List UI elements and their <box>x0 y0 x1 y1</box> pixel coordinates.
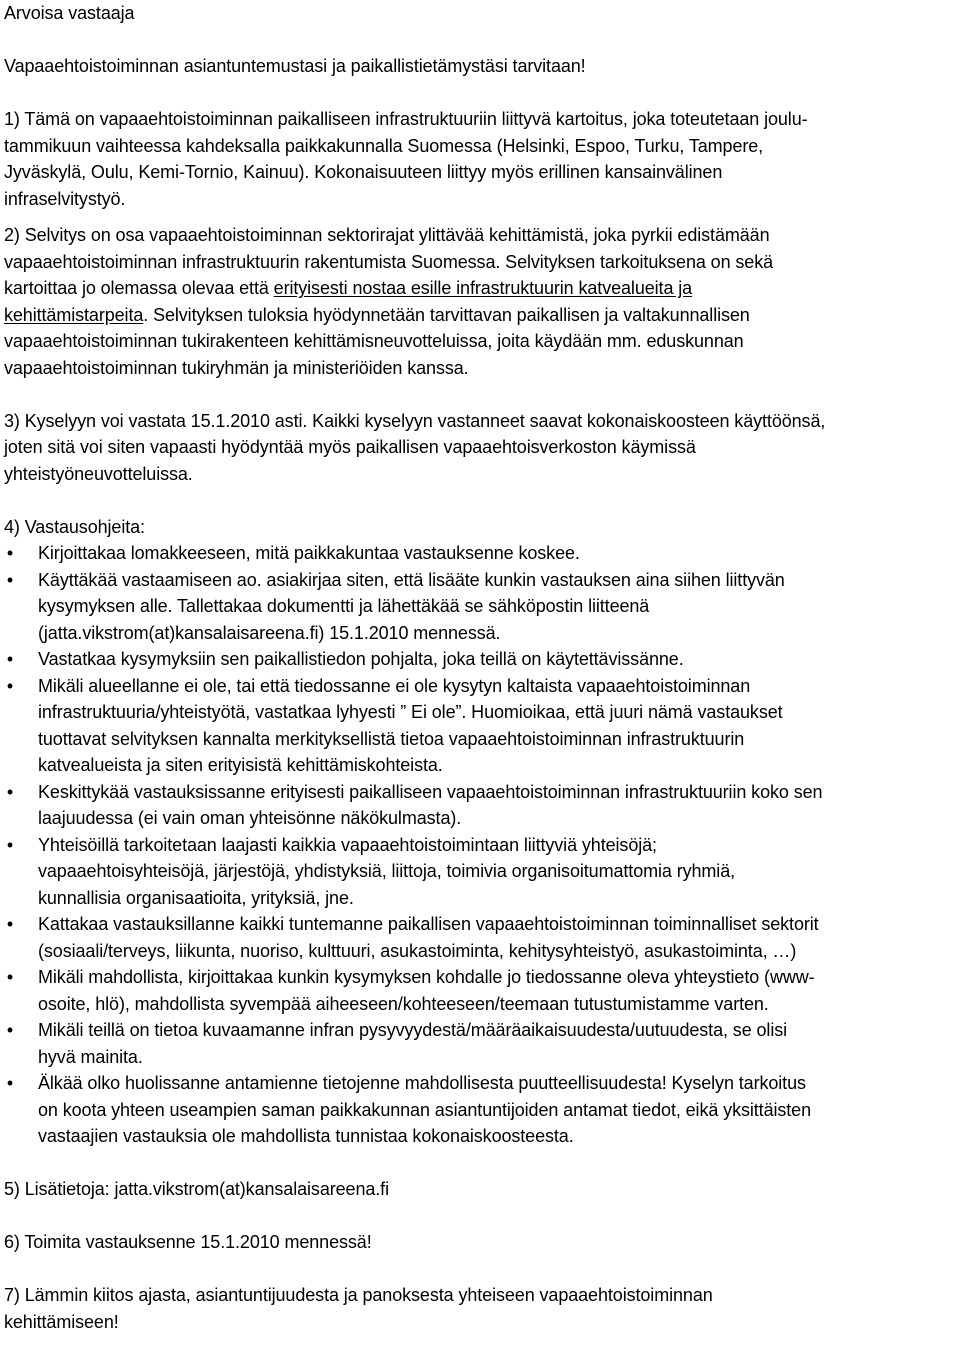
list-item-line: Älkää olko huolissanne antamienne tietojenne mahdollisesta puutteellisuudesta! Kyselyn tarkoitus <box>38 1073 806 1093</box>
bullet-icon: • <box>6 1020 14 1040</box>
list-item-line: laajuudessa (ei vain oman yhteisönne näkökulmasta). <box>38 808 462 828</box>
list-item-line: (sosiaali/terveys, liikunta, nuoriso, kulttuuri, asukastoiminta, kehitysyhteistyö, asukastoiminta, …) <box>38 940 797 961</box>
list-item-line: Mikäli mahdollista, kirjoittakaa kunkin kysymyksen kohdalle jo tiedossanne oleva yhteystieto (www- <box>38 967 815 987</box>
spacer <box>4 1203 956 1230</box>
list-item-line: vastaajien vastauksia ole mahdollista tunnistaa kokonaiskoosteesta. <box>38 1126 574 1146</box>
bullet-icon: • <box>6 834 14 855</box>
list-item-line: Mikäli teillä on tietoa kuvaamanne infran pysyvyydestä/määräaikaisuudesta/uutuudesta, se olisi <box>38 1020 788 1040</box>
list-item-line: infrastruktuuria/yhteistyötä, vastatkaa lyhyesti ” Ei ole”. Huomioikaa, että juuri nämä vastaukset <box>38 702 783 722</box>
list-item-line: Käyttäkää vastaamiseen ao. asiakirjaa siten, että lisääte kunkin vastauksen aina siihen liittyvän <box>38 569 785 590</box>
bullet-icon: • <box>6 781 14 802</box>
spacer <box>4 80 956 107</box>
section-4 <box>4 514 956 1150</box>
section-3-line: joten sitä voi siten vapaasti hyödyntää myös paikallisen vapaaehtoisverkoston käymissä <box>4 437 696 457</box>
bullet-icon: • <box>6 914 14 934</box>
document-page <box>4 0 956 1335</box>
section-1-line: 1) Tämä on vapaaehtoistoiminnan paikalliseen infrastruktuuriin liittyvä kartoitus, joka toteutetaan joulu- <box>4 109 808 129</box>
intro-text: Vapaaehtoistoiminnan asiantuntemustasi ja paikallistietämystäsi tarvitaan! <box>4 56 586 76</box>
list-item <box>4 1017 956 1070</box>
bullet-icon: • <box>6 543 14 563</box>
spacer <box>4 381 956 408</box>
list-item-line: Vastatkaa kysymyksiin sen paikallistiedon pohjalta, joka teillä on käytettävissänne. <box>38 649 684 669</box>
list-item <box>4 832 956 912</box>
spacer <box>4 212 956 222</box>
section-3 <box>4 408 956 488</box>
section-2-line <box>4 275 956 302</box>
list-item-line: tuottavat selvityksen kannalta merkityksellistä tietoa vapaaehtoistoiminnan infrastruktuurin <box>38 728 745 749</box>
spacer <box>4 487 956 514</box>
list-item-line: kysymyksen alle. Tallettakaa dokumentti ja lähettäkää se sähköpostin liitteenä <box>38 596 650 616</box>
section-2 <box>4 222 956 381</box>
section-5-contact: 5) Lisätietoja: jatta.vikstrom(at)kansalaisareena.fi <box>4 1179 389 1199</box>
bullet-icon: • <box>6 675 14 696</box>
list-item-line: kunnallisia organisaatioita, yrityksiä, jne. <box>38 887 354 908</box>
section-3-line: 3) Kyselyyn voi vastata 15.1.2010 asti. Kaikki kyselyyn vastanneet saavat kokonaiskoosteen käyttöönsä, <box>4 410 826 431</box>
bullet-icon: • <box>6 649 14 669</box>
bullet-icon: • <box>6 569 14 590</box>
list-item-line: Kattakaa vastauksillanne kaikki tuntemanne paikallisen vapaaehtoistoiminnan toiminnalliset sektorit <box>38 914 819 934</box>
section-2-line: vapaaehtoistoiminnan tukiryhmän ja ministeriöiden kanssa. <box>4 357 469 378</box>
list-item-line: Mikäli alueellanne ei ole, tai että tiedossanne ei ole kysytyn kaltaista vapaaehtoistoiminnan <box>38 675 751 696</box>
bullet-icon: • <box>6 1073 14 1093</box>
section-4-heading: 4) Vastausohjeita: <box>4 516 145 537</box>
instruction-list <box>4 540 956 1150</box>
section-2-line: 2) Selvitys on osa vapaaehtoistoiminnan sektorirajat ylittävää kehittämistä, joka pyrkii edistämään <box>4 225 770 245</box>
section-6-deadline: 6) Toimita vastauksenne 15.1.2010 mennessä! <box>4 1232 372 1252</box>
list-item <box>4 911 956 964</box>
section-2-line <box>4 302 956 329</box>
list-item-line: hyvä mainita. <box>38 1046 143 1067</box>
list-item-line: osoite, hlö), mahdollista syvempää aiheeseen/kohteeseen/teemaan tutustumistamme varten. <box>38 993 769 1014</box>
section-2-underlined-text: erityisesti nostaa esille infrastruktuurin katvealueita ja <box>273 278 693 298</box>
section-7-line: kehittämiseen! <box>4 1311 119 1332</box>
list-item <box>4 540 956 567</box>
list-item <box>4 779 956 832</box>
section-1-line: infraselvitystyö. <box>4 188 126 209</box>
list-item <box>4 646 956 673</box>
list-item-line: katvealueista ja siten erityisistä kehittämiskohteista. <box>38 755 443 775</box>
list-item-line: Yhteisöillä tarkoitetaan laajasti kaikkia vapaaehtoistoimintaan liittyviä yhteisöjä; <box>38 834 657 855</box>
list-item-line: (jatta.vikstrom(at)kansalaisareena.fi) 15.1.2010 mennessä. <box>38 622 501 643</box>
spacer <box>4 1256 956 1283</box>
section-7 <box>4 1282 956 1335</box>
list-item <box>4 964 956 1017</box>
list-item <box>4 567 956 647</box>
list-item-line: on koota yhteen useampien saman paikkakunnan asiantuntijoiden antamat tiedot, eikä yksittäisten <box>38 1099 811 1120</box>
section-2-line: vapaaehtoistoiminnan tukirakenteen kehittämisneuvotteluissa, joita käydään mm. eduskunnan <box>4 331 744 351</box>
section-2-text: kartoittaa jo olemassa olevaa että <box>4 278 274 298</box>
section-7-line: 7) Lämmin kiitos ajasta, asiantuntijuudesta ja panoksesta yhteiseen vapaaehtoistoiminnan <box>4 1285 713 1305</box>
section-2-line: vapaaehtoistoiminnan infrastruktuurin rakentumista Suomessa. Selvityksen tarkoituksena on sekä <box>4 251 774 272</box>
section-2-underlined-text: kehittämistarpeita <box>4 304 144 325</box>
list-item <box>4 1070 956 1150</box>
spacer <box>4 1150 956 1177</box>
section-1-line: tammikuun vaihteessa kahdeksalla paikkakunnalla Suomessa (Helsinki, Espoo, Turku, Tampere, <box>4 135 764 156</box>
list-item-line: vapaaehtoisyhteisöjä, järjestöjä, yhdistyksiä, liittoja, toimivia organisoitumattomia ryhmiä, <box>38 861 736 881</box>
section-2-text: . Selvityksen tuloksia hyödynnetään tarvittavan paikallisen ja valtakunnallisen <box>143 304 750 325</box>
list-item-line: Kirjoittakaa lomakkeeseen, mitä paikkakuntaa vastauksenne koskee. <box>38 543 580 563</box>
bullet-icon: • <box>6 967 14 987</box>
section-1-line: Jyväskylä, Oulu, Kemi-Tornio, Kainuu). Kokonaisuuteen liittyy myös erillinen kansainvälinen <box>4 162 723 182</box>
section-3-line: yhteistyöneuvotteluissa. <box>4 463 193 484</box>
spacer <box>4 27 956 54</box>
list-item <box>4 673 956 779</box>
list-item-line: Keskittykää vastauksissanne erityisesti paikalliseen vapaaehtoistoiminnan infrastruktuuriin koko sen <box>38 781 823 802</box>
greeting: Arvoisa vastaaja <box>4 3 135 23</box>
section-1 <box>4 106 956 212</box>
